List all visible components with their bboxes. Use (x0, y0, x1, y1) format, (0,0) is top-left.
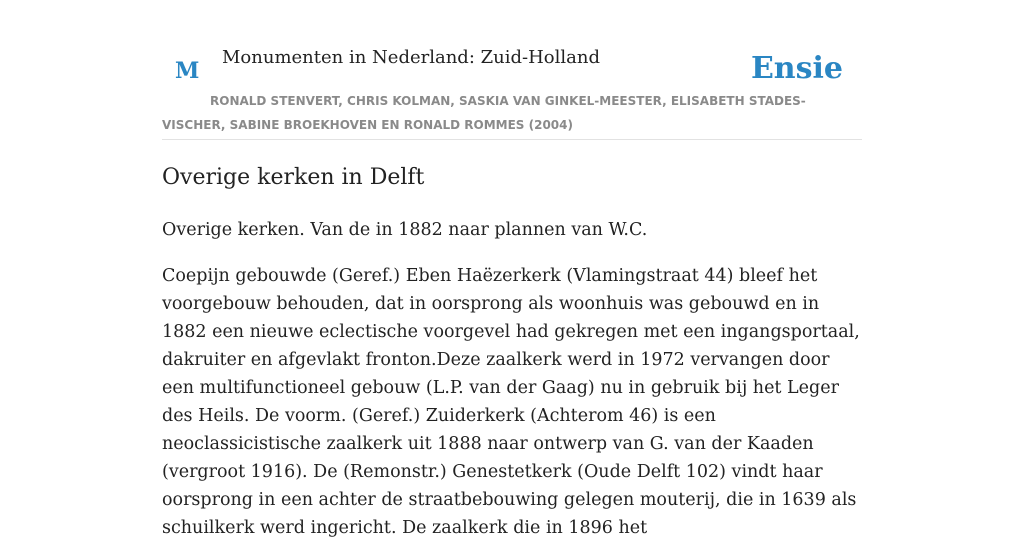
header-divider (162, 139, 862, 140)
article-paragraph: Coepijn gebouwde (Geref.) Eben Haëzerkerk (Vlamingstraat 44) bleef het voorgebouw behouden, dat in oorsprong als woonhuis was gebouwd en in 1882 een nieuwe eclectische voorgevel had gekregen met een ingangsportaal, dakruiter en afgevlakt fronton.Deze zaalkerk werd in 1972 vervangen door een multifunctioneel gebouw (L.P. van der Gaag) nu in gebruik bij het Leger des Heils. De voorm. (Geref.) Zuiderkerk (Achterom 46) is een neoclassicistische zaalkerk uit 1888 naar ontwerp van G. van der Kaaden (vergroot 1916). De (Remonstr.) Genestetkerk (Oude Delft 102) vindt haar oorsprong in een achter de straatbebouwing gelegen mouterij, die in 1639 als schuilkerk werd ingericht. De zaalkerk die in 1896 het (162, 266, 860, 538)
authors-line: RONALD STENVERT, CHRIS KOLMAN, SASKIA VAN GINKEL-MEESTER, ELISABETH STADES-VISCHER, SABINE BROEKHOVEN EN RONALD ROMMES (2004) (162, 94, 806, 132)
brand-logo[interactable]: Ensie (750, 51, 843, 86)
article-paragraph: Overige kerken. Van de in 1882 naar plannen van W.C. (162, 220, 648, 240)
page-title: Overige kerken in Delft (162, 165, 425, 190)
site-logo-letter[interactable]: M (175, 58, 200, 84)
book-title[interactable]: Monumenten in Nederland: Zuid-Holland (222, 47, 600, 68)
